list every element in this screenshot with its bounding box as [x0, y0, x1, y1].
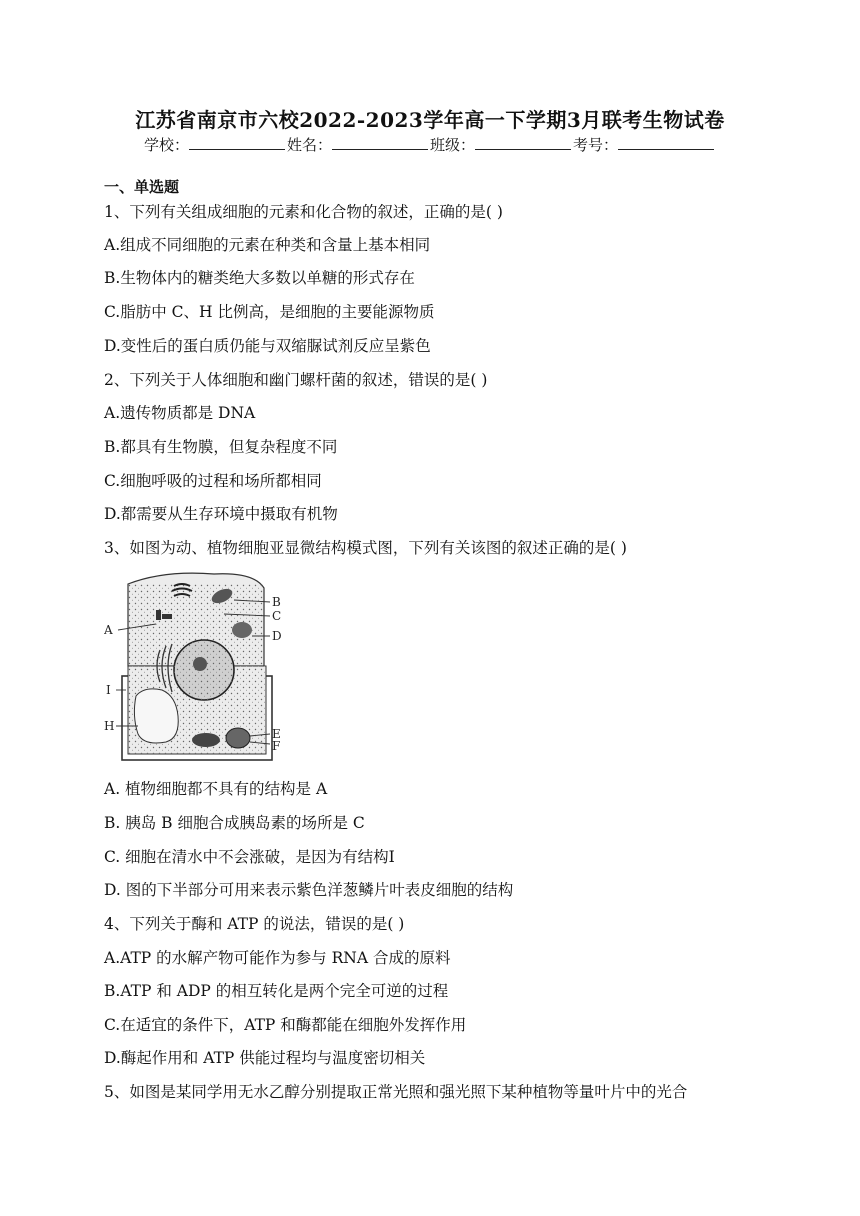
- school-label: 学校：: [143, 136, 189, 154]
- class-blank[interactable]: [475, 135, 571, 150]
- option-item: D.变性后的蛋白质仍能与双缩脲试剂反应呈紫色: [104, 337, 431, 355]
- question-stem: 1、下列有关组成细胞的元素和化合物的叙述，正确的是( ): [104, 203, 503, 221]
- label-d: D: [272, 629, 282, 643]
- option-item: A.组成不同细胞的元素在种类和含量上基本相同: [104, 236, 431, 254]
- question-stem: 5、如图是某同学用无水乙醇分别提取正常光照和强光照下某种植物等量叶片中的光合: [104, 1083, 688, 1101]
- option-item: C.细胞呼吸的过程和场所都相同: [104, 472, 322, 490]
- school-blank[interactable]: [189, 135, 285, 150]
- name-blank[interactable]: [332, 135, 428, 150]
- option-item: C.脂肪中 C、H 比例高，是细胞的主要能源物质: [104, 303, 435, 321]
- label-a: A: [104, 623, 113, 637]
- option-item: B.都具有生物膜，但复杂程度不同: [104, 438, 338, 456]
- id-label: 考号：: [573, 136, 619, 154]
- option-item: A.遗传物质都是 DNA: [104, 404, 256, 422]
- class-label: 班级：: [430, 136, 476, 154]
- option-item: A.ATP 的水解产物可能作为参与 RNA 合成的原料: [104, 949, 451, 967]
- label-i: I: [106, 683, 111, 697]
- option-item: D. 图的下半部分可用来表示紫色洋葱鳞片叶表皮细胞的结构: [104, 881, 514, 899]
- option-item: B.ATP 和 ADP 的相互转化是两个完全可逆的过程: [104, 982, 449, 1000]
- label-b: B: [272, 595, 281, 609]
- label-c: C: [272, 609, 282, 623]
- option-item: A. 植物细胞都不具有的结构是 A: [104, 780, 328, 798]
- question-stem: 4、下列关于酶和 ATP 的说法，错误的是( ): [104, 915, 405, 933]
- option-item: C. 细胞在清水中不会涨破，是因为有结构I: [104, 848, 395, 866]
- name-label: 姓名：: [286, 136, 332, 154]
- option-item: B. 胰岛 B 细胞合成胰岛素的场所是 C: [104, 814, 365, 832]
- option-item: D.酶起作用和 ATP 供能过程均与温度密切相关: [104, 1049, 426, 1067]
- option-item: D.都需要从生存环境中摄取有机物: [104, 505, 338, 523]
- cell-structure-diagram: [104, 566, 294, 766]
- student-info-line: [0, 134, 860, 155]
- id-blank[interactable]: [618, 135, 714, 150]
- question-stem: 3、如图为动、植物细胞亚显微结构模式图，下列有关该图的叙述正确的是( ): [104, 539, 627, 557]
- label-f: F: [272, 739, 281, 753]
- option-item: C.在适宜的条件下，ATP 和酶都能在细胞外发挥作用: [104, 1016, 467, 1034]
- label-e: E: [272, 727, 281, 741]
- label-h: H: [104, 719, 115, 733]
- option-item: B.生物体内的糖类绝大多数以单糖的形式存在: [104, 269, 415, 287]
- section-heading: 一、单选题: [104, 178, 180, 196]
- question-stem: 2、下列关于人体细胞和幽门螺杆菌的叙述，错误的是( ): [104, 371, 488, 389]
- page-title: 江苏省南京市六校2022-2023学年高一下学期3月联考生物试卷: [135, 108, 725, 132]
